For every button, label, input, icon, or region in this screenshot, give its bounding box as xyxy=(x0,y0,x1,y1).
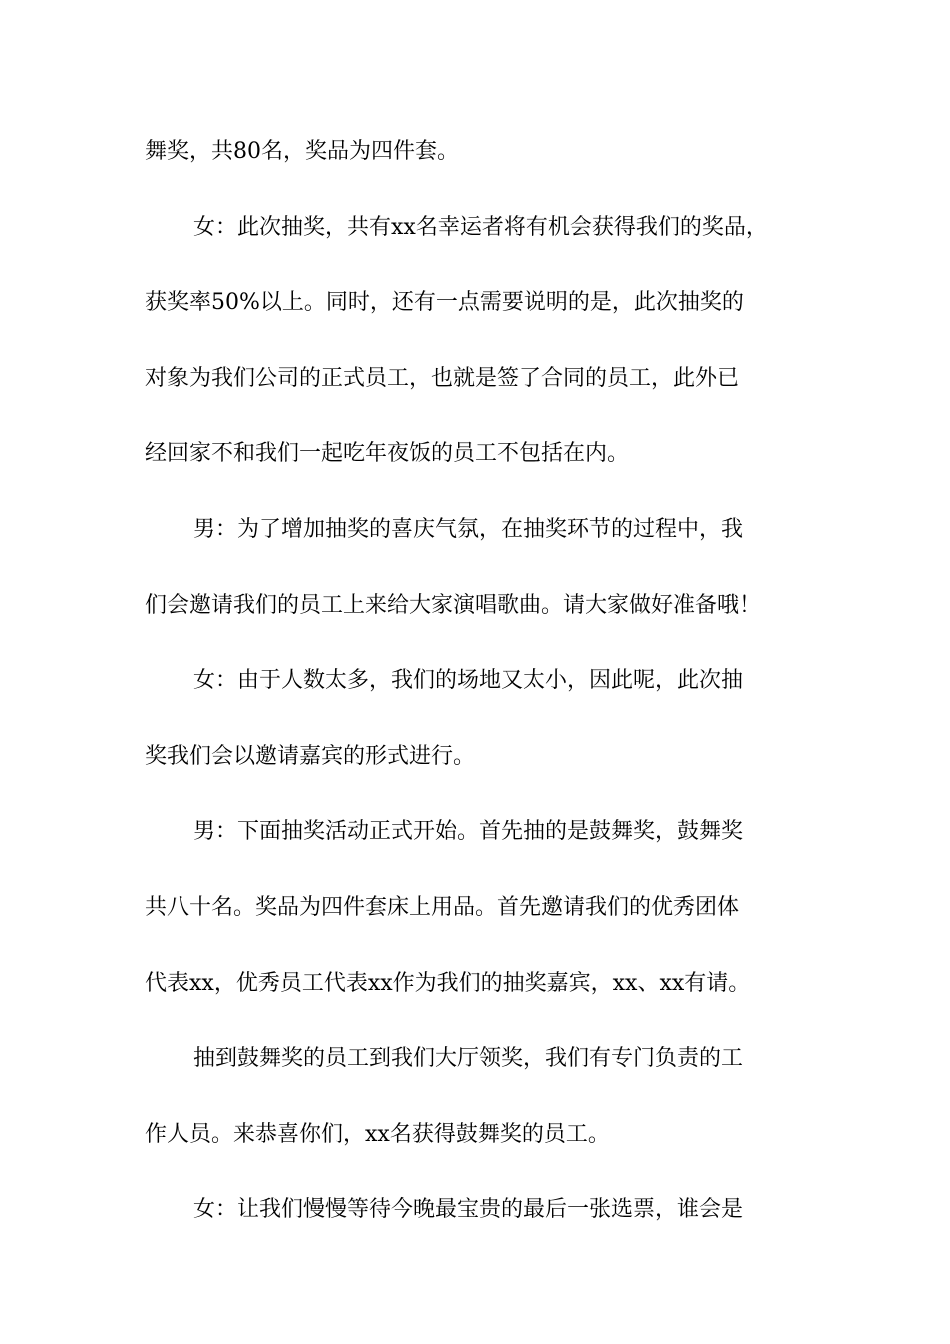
text-line: 奖我们会以邀请嘉宾的形式进行。 xyxy=(145,743,476,769)
text-line: 对象为我们公司的正式员工，也就是签了合同的员工，此外已 xyxy=(145,365,740,391)
text-line: 抽到鼓舞奖的员工到我们大厅领奖，我们有专门负责的工 xyxy=(193,1046,744,1072)
text-line: 代表xx，优秀员工代表xx作为我们的抽奖嘉宾，xx、xx有请。 xyxy=(145,970,751,996)
text-line: 作人员。来恭喜你们，xx名获得鼓舞奖的员工。 xyxy=(145,1121,610,1147)
text-line: 舞奖，共80名，奖品为四件套。 xyxy=(145,139,459,164)
text-line: 们会邀请我们的员工上来给大家演唱歌曲。请大家做好准备哦！ xyxy=(145,592,762,618)
text-line: 女：由于人数太多，我们的场地又太小，因此呢，此次抽 xyxy=(193,668,744,694)
text-line: 获奖率50%以上。同时，还有一点需要说明的是，此次抽奖的 xyxy=(145,290,744,316)
text-line: 男：为了增加抽奖的喜庆气氛，在抽奖环节的过程中，我 xyxy=(193,516,744,542)
text-line: 男：下面抽奖活动正式开始。首先抽的是鼓舞奖，鼓舞奖 xyxy=(193,819,744,845)
text-line: 女：让我们慢慢等待今晚最宝贵的最后一张选票，谁会是 xyxy=(193,1197,744,1223)
document-body xyxy=(145,130,815,1264)
text-line: 共八十名。奖品为四件套床上用品。首先邀请我们的优秀团体 xyxy=(145,894,740,920)
text-line: 女：此次抽奖，共有xx名幸运者将有机会获得我们的奖品， xyxy=(193,214,768,240)
text-line: 经回家不和我们一起吃年夜饭的员工不包括在内。 xyxy=(145,441,630,467)
